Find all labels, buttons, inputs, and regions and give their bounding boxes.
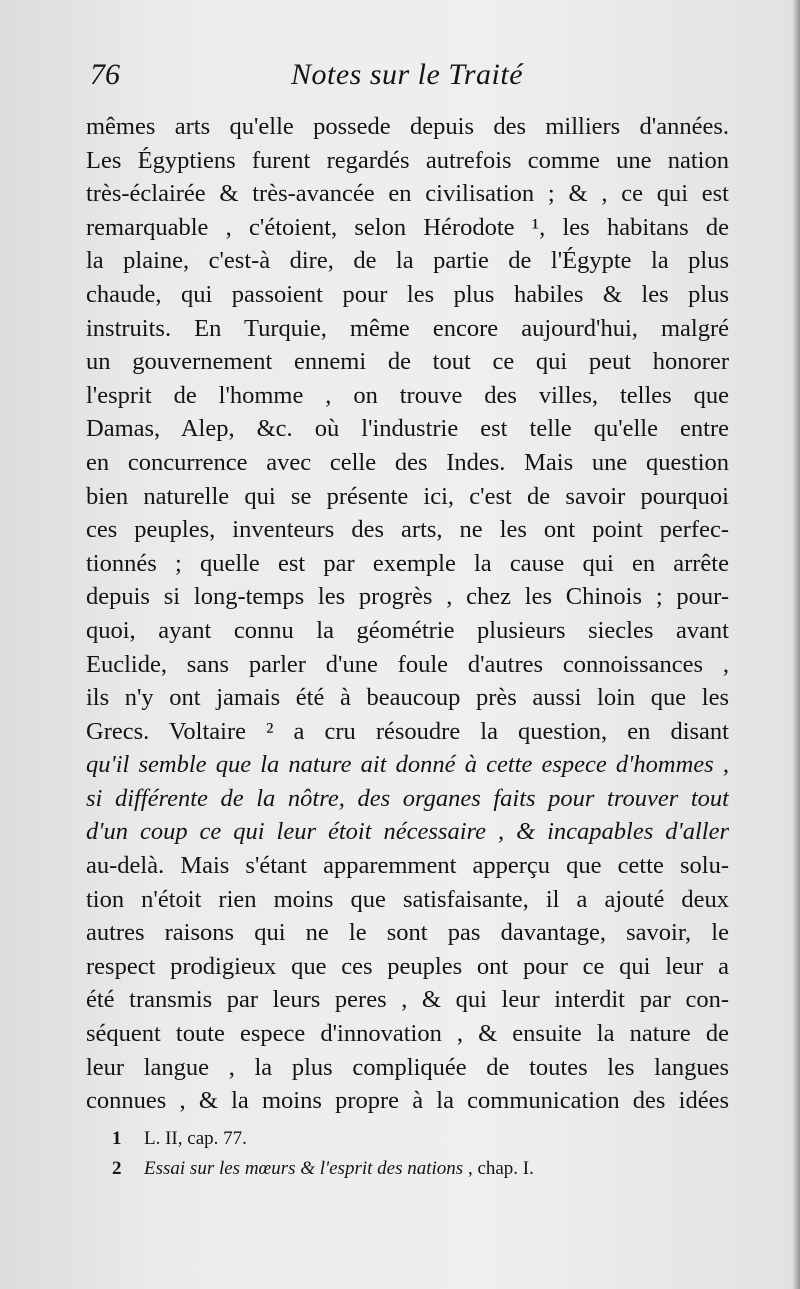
running-head: Notes sur le Traité <box>291 58 524 91</box>
text-line: Damas, Alep, &c. où l'industrie est telle qu'elle entre <box>86 415 729 443</box>
page-edge-shadow <box>792 0 800 1289</box>
text-line: tion n'étoit rien moins que satisfaisante, il a ajouté deux <box>86 885 729 913</box>
body-text <box>86 110 729 1118</box>
text-line: instruits. En Turquie, même encore aujourd'hui, malgré <box>86 314 729 342</box>
footnote-marker: 1 <box>112 1128 122 1149</box>
text-line: un gouvernement ennemi de tout ce qui peut honorer <box>86 348 729 376</box>
text-line: autres raisons qui ne le sont pas davantage, savoir, le <box>86 919 729 947</box>
text-line: été transmis par leurs peres , & qui leur interdit par con- <box>86 986 729 1014</box>
text-line: l'esprit de l'homme , on trouve des villes, telles que <box>86 381 729 409</box>
text-line: la plaine, c'est-à dire, de la partie de l'Égypte la plus <box>86 247 729 275</box>
text-line: Grecs. Voltaire ² a cru résoudre la question, en disant <box>86 717 729 745</box>
text-line: leur langue , la plus compliquée de toutes les langues <box>86 1053 729 1081</box>
page-number: 76 <box>90 58 120 91</box>
footnote-text: L. II, cap. 77. <box>144 1128 247 1149</box>
page-header <box>86 58 736 98</box>
text-line: chaude, qui passoient pour les plus habiles & les plus <box>86 280 729 308</box>
footnote-text: , chap. I. <box>467 1158 534 1179</box>
footnote-title: Essai sur les mœurs & l'esprit des nations <box>144 1158 464 1179</box>
footnote <box>112 1124 732 1154</box>
text-line: en concurrence avec celle des Indes. Mais une question <box>86 448 729 476</box>
text-line: Euclide, sans parler d'une foule d'autres connoissances , <box>86 650 729 678</box>
text-line: très-éclairée & très-avancée en civilisation ; & , ce qui est <box>86 180 729 208</box>
text-line: quoi, ayant connu la géométrie plusieurs siecles avant <box>86 616 729 644</box>
text-line: qu'il semble que la nature ait donné à cette espece d'hommes , <box>86 751 729 779</box>
footnote-marker: 2 <box>112 1158 122 1179</box>
text-line: remarquable , c'étoient, selon Hérodote ¹, les habitans de <box>86 213 729 241</box>
text-line: connues , & la moins propre à la communication des idées <box>86 1087 729 1115</box>
text-line: mêmes arts qu'elle possede depuis des milliers d'années. <box>86 113 729 140</box>
text-line: ils n'y ont jamais été à beaucoup près aussi loin que les <box>86 684 729 712</box>
text-line: respect prodigieux que ces peuples ont pour ce qui leur a <box>86 952 729 980</box>
text-line: si différente de la nôtre, des organes faits pour trouver tout <box>86 784 729 812</box>
footnotes <box>112 1124 732 1184</box>
text-line: depuis si long-temps les progrès , chez les Chinois ; pour- <box>86 583 729 611</box>
text-line: bien naturelle qui se présente ici, c'est de savoir pourquoi <box>86 482 729 510</box>
text-line: au-delà. Mais s'étant apparemment apperçu que cette solu- <box>86 852 729 880</box>
text-line: d'un coup ce qui leur étoit nécessaire , & incapables d'aller <box>86 818 729 846</box>
footnote <box>112 1154 732 1184</box>
text-line: Les Égyptiens furent regardés autrefois comme une nation <box>86 146 729 174</box>
text-line: ces peuples, inventeurs des arts, ne les ont point perfec- <box>86 516 729 544</box>
text-line: tionnés ; quelle est par exemple la cause qui en arrête <box>86 549 729 577</box>
text-line: séquent toute espece d'innovation , & ensuite la nature de <box>86 1020 729 1048</box>
